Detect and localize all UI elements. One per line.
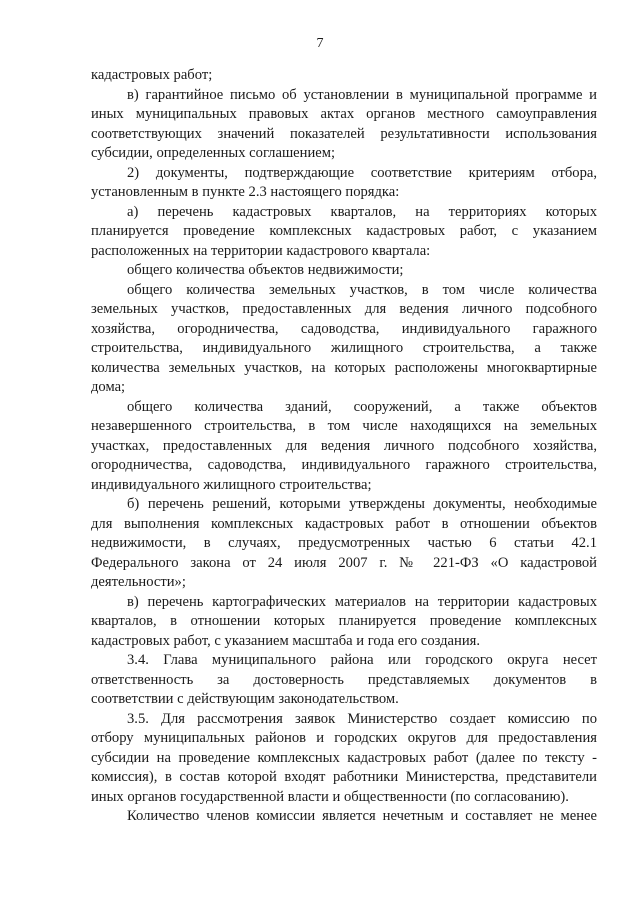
text-line: в) гарантийное письмо об установлении в муниципальной программе и <box>127 86 597 103</box>
text-line: планируется проведение комплексных кадастровых работ, с указанием <box>91 223 597 239</box>
text-line: соответствующих значений показателей результативности использования <box>91 125 597 142</box>
text-line: кадастровых работ, с указанием масштаба и года его создания. <box>91 632 481 649</box>
document-body <box>91 66 597 827</box>
text-line: Федерального закона от 24 июля 2007 г. № 221-ФЗ «О кадастровой <box>91 554 597 571</box>
text-line: отбору муниципальных районов и городских округов для предоставления <box>91 730 597 746</box>
text-line: установленным в пункте 2.3 настоящего порядка: <box>91 184 400 200</box>
text-line: общего количества зданий, сооружений, а также объектов <box>127 398 597 415</box>
text-line: общего количества земельных участков, в том числе количества <box>127 281 597 298</box>
text-line: ответственность за достоверность представляемых документов в <box>91 671 597 688</box>
text-line: деятельности»; <box>91 574 186 590</box>
text-line: комиссия), в состав которой входят работники Министерства, представители <box>91 769 597 785</box>
text-line: 3.5. Для рассмотрения заявок Министерство создает комиссию по <box>127 710 597 727</box>
text-line: индивидуального жилищного строительства; <box>91 476 372 493</box>
text-line: кварталов, в отношении которых планируется проведение комплексных <box>91 613 597 629</box>
text-line: количества земельных участков, на которых расположены многоквартирные <box>91 359 597 376</box>
text-line: огородничества, садоводства, индивидуального гаражного строительства, <box>91 457 597 473</box>
text-line: субсидии на проведение комплексных кадастровых работ (далее по тексту - <box>91 749 597 766</box>
text-line: хозяйства, огородничества, садоводства, индивидуального гаражного <box>91 320 597 337</box>
text-line: Количество членов комиссии является нечетным и составляет не менее <box>127 808 597 824</box>
text-line: соответствии с действующим законодательством. <box>91 691 399 707</box>
text-line: участках, предоставленных для ведения личного подсобного хозяйства, <box>91 437 597 454</box>
text-line: строительства, индивидуального жилищного строительства, а также <box>91 340 597 356</box>
text-line: незавершенного строительства, в том числе находящихся на земельных <box>91 418 597 434</box>
text-line: недвижимости, в случаях, предусмотренных частью 6 статьи 42.1 <box>91 535 597 551</box>
text-line: 3.4. Глава муниципального района или городского округа несет <box>127 652 597 668</box>
text-line: для выполнения комплексных кадастровых работ в отношении объектов <box>91 515 597 532</box>
text-line: земельных участков, предоставленных для ведения личного подсобного <box>91 301 597 317</box>
text-line: 2) документы, подтверждающие соответствие критериям отбора, <box>127 164 597 181</box>
text-line: расположенных на территории кадастрового квартала: <box>91 242 431 259</box>
text-line: иных органов государственной власти и общественности (по согласованию). <box>91 788 569 805</box>
text-line: дома; <box>91 379 126 395</box>
text-line: иных муниципальных правовых актах органов местного самоуправления <box>91 106 597 122</box>
text-line: в) перечень картографических материалов на территории кадастровых <box>127 593 597 610</box>
text-line: б) перечень решений, которыми утверждены документы, необходимые <box>127 496 597 512</box>
page-number: 7 <box>316 36 324 51</box>
text-line: а) перечень кадастровых кварталов, на территориях которых <box>127 203 597 220</box>
text-line: общего количества объектов недвижимости; <box>127 262 404 278</box>
text-line: кадастровых работ; <box>91 67 213 83</box>
text-line: субсидии, определенных соглашением; <box>91 145 336 161</box>
